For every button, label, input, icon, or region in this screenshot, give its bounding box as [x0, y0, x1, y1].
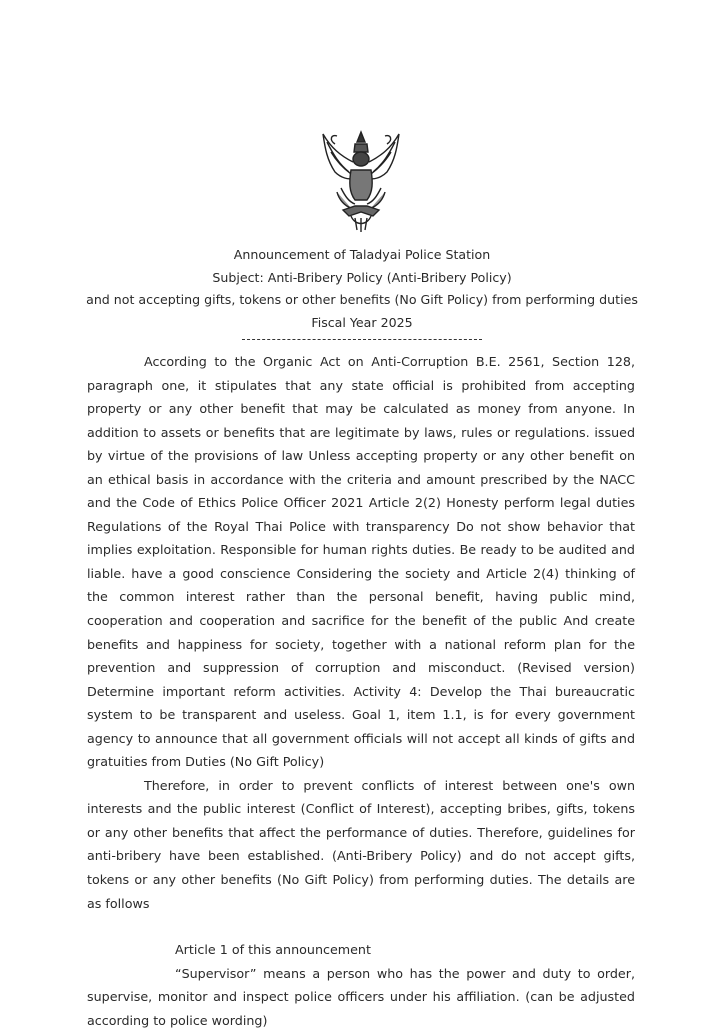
article-1-definition: “Supervisor” means a person who has the power and duty to order, supervise, monitor and inspect police officers under his affiliation. (can be adjusted according to police wording): [87, 965, 635, 1028]
heading-subject: Subject: Anti-Bribery Policy (Anti-Bribery Policy): [212, 269, 512, 285]
heading-fiscal-year: Fiscal Year 2025: [311, 314, 413, 330]
paragraph-purpose: Therefore, in order to prevent conflicts of interest between one's own interests and the public interest (Conflict of Interest), accepting bribes, gifts, tokens or any other benefits that affect the performance of duties. Therefore, guidelines for anti-bribery have been established. (Anti-Bribery Policy) and do not accept gifts, tokens or any other benefits (No Gift Policy) from performing duties. The details are as follows: [87, 777, 635, 911]
divider-line: [242, 339, 482, 340]
heading-subject-continued: and not accepting gifts, tokens or other benefits (No Gift Policy) from performing duties: [86, 292, 638, 307]
document-body: [87, 350, 635, 1032]
paragraph-gap: [87, 915, 635, 938]
garuda-emblem-icon: [311, 126, 411, 236]
heading-announcement: Announcement of Taladyai Police Station: [233, 247, 491, 262]
paragraph-legal-basis: According to the Organic Act on Anti-Corruption B.E. 2561, Section 128, paragraph one, it stipulates that any state official is prohibited from accepting property or any other benefit that may be calculated as money from anyone. In addition to assets or benefits that are legitimate by laws, rules or regulations. issued by virtue of the provisions of law Unless accepting property or any other benefit on an ethical basis in accordance with the criteria and amount prescribed by the NACC and the Code of Ethics Police Officer 2021 Article 2(2) Honesty perform legal duties Regulations of the Royal Thai Police with transparency Do not show behavior that implies exploitation. Responsible for human rights duties. Be ready to be audited and liable. have a good conscience Considering the society and Article 2(4) thinking of the common interest rather than the personal benefit, having public mind, cooperation and cooperation and sacrifice for the benefit of the public And create benefits and happiness for society, together with a national reform plan for the prevention and suppression of corruption and misconduct. (Revised version) Determine important reform activities. Activity 4: Develop the Thai bureaucratic system to be transparent and useless. Goal 1, item 1.1, is for every government agency to announce that all government officials will not accept all kinds of gifts and gratuities from Duties (No Gift Policy): [87, 354, 635, 770]
article-1-title: Article 1 of this announcement: [175, 942, 371, 958]
document-heading: [60, 244, 664, 334]
